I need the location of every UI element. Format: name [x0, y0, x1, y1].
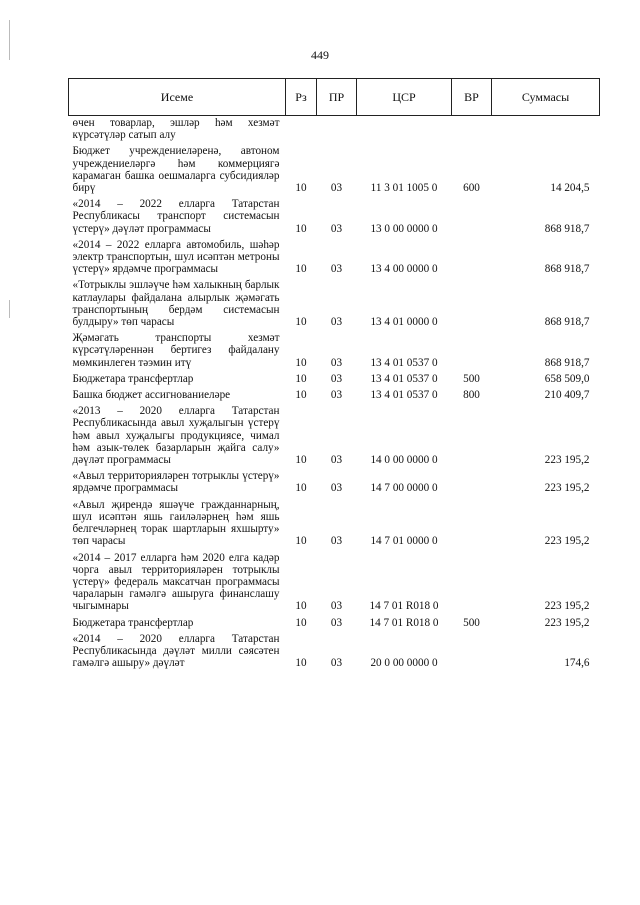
row-rz: 10: [295, 454, 307, 467]
row-vr: [452, 497, 492, 550]
row-rz: 10: [295, 222, 307, 235]
row-vr: [452, 631, 492, 672]
row-sum: [492, 116, 600, 144]
row-sum: 14 204,5: [550, 182, 590, 195]
row-csr: 14 7 00 0000 0: [370, 482, 438, 495]
row-sum: 658 509,0: [544, 372, 590, 385]
row-pr: 03: [330, 600, 343, 613]
row-vr: [452, 237, 492, 278]
table-row: [69, 196, 600, 237]
budget-table: [68, 78, 600, 671]
row-sum: 868 918,7: [544, 316, 590, 329]
row-name: Бюджетара трансфертлар: [72, 372, 194, 385]
row-name: Җәмәгать транспорты хезмәт күрсәтүләреннән бертигез файдалану мөмкинлеген тәэмин итү: [72, 332, 280, 369]
table-header: [69, 79, 600, 116]
row-name: «Тотрыклы эшләүче һәм халыкның барлык катлаулары файдалана алырлык җәмәгать транспортының бердәм системасын булдыру» төп чарасы: [72, 279, 280, 329]
table-row: [69, 468, 600, 496]
header-row: [69, 79, 600, 116]
row-vr: 500: [463, 372, 480, 385]
row-csr: 14 7 01 R018 0: [369, 600, 439, 613]
row-csr: 13 4 01 0000 0: [370, 316, 438, 329]
row-csr: [357, 116, 452, 144]
table-row: [69, 615, 600, 631]
row-sum: 223 195,2: [544, 535, 590, 548]
row-pr: 03: [330, 356, 343, 369]
header-sum: Суммасы: [492, 79, 600, 116]
row-sum: 223 195,2: [544, 616, 590, 629]
table-body: [69, 116, 600, 672]
row-vr: 500: [463, 616, 480, 629]
row-name: «2014 – 2022 елларга Татарстан Республикасы транспорт системасын үстерү» дәүләт программасы: [72, 198, 280, 235]
row-rz: 10: [295, 616, 307, 629]
table-row: [69, 237, 600, 278]
row-name: «2013 – 2020 елларга Татарстан Республикасында авыл хуҗалыгын үстерү һәм авыл хуҗалыгы продукциясе, чимал һәм азык-төлек базарларын җайга салу» дәүләт программасы: [72, 405, 280, 467]
row-pr: 03: [330, 182, 343, 195]
row-rz: 10: [295, 356, 307, 369]
row-vr: [452, 277, 492, 330]
row-vr: [452, 116, 492, 144]
row-name: Бюджет учреждениеләренә, автоном учреждениеләргә һәм коммерциягә карамаган башка оешмаларга субсидияләр бирү: [72, 145, 280, 195]
table-row: [69, 497, 600, 550]
row-vr: [452, 330, 492, 371]
row-pr: [317, 116, 357, 144]
row-rz: 10: [295, 263, 307, 276]
table-row: [69, 403, 600, 468]
row-sum: 868 918,7: [544, 222, 590, 235]
row-rz: 10: [295, 535, 307, 548]
row-csr: 14 7 01 R018 0: [369, 616, 439, 629]
row-rz: [286, 116, 317, 144]
table-row: [69, 371, 600, 387]
row-csr: 14 7 01 0000 0: [370, 535, 438, 548]
table-row: [69, 116, 600, 144]
row-pr: 03: [330, 263, 343, 276]
row-csr: 14 0 00 0000 0: [370, 454, 438, 467]
row-sum: 223 195,2: [544, 482, 590, 495]
row-rz: 10: [295, 389, 307, 402]
table-row: [69, 277, 600, 330]
header-name: Исеме: [69, 79, 286, 116]
scan-edge-mark: [9, 300, 10, 318]
row-name: Бюджетара трансфертлар: [72, 616, 194, 629]
row-name: «2014 – 2020 елларга Татарстан Республикасында дәүләт милли сәясәтен гамәлгә ашыру» дәүләт: [72, 632, 280, 670]
row-sum: 223 195,2: [544, 600, 590, 613]
row-pr: 03: [330, 222, 343, 235]
row-csr: 13 4 01 0537 0: [370, 356, 438, 369]
header-rz: Рз: [286, 79, 317, 116]
row-pr: 03: [330, 482, 343, 495]
row-sum: 223 195,2: [544, 454, 590, 467]
row-pr: 03: [330, 389, 343, 402]
row-csr: 13 0 00 0000 0: [370, 222, 438, 235]
row-vr: 600: [463, 182, 480, 195]
row-sum: 868 918,7: [544, 356, 590, 369]
row-rz: 10: [295, 372, 307, 385]
row-sum: 210 409,7: [544, 389, 590, 402]
header-vr: ВР: [452, 79, 492, 116]
row-pr: 03: [330, 616, 343, 629]
row-csr: 20 0 00 0000 0: [370, 657, 438, 670]
row-rz: 10: [295, 657, 307, 670]
row-vr: [452, 550, 492, 615]
table-row: [69, 550, 600, 615]
table-row: [69, 330, 600, 371]
row-vr: 800: [463, 389, 480, 402]
table-row: [69, 631, 600, 672]
table-row: [69, 387, 600, 403]
row-rz: 10: [295, 316, 307, 329]
row-pr: 03: [330, 372, 343, 385]
row-csr: 13 4 00 0000 0: [370, 263, 438, 276]
row-csr: 11 3 01 1005 0: [370, 182, 438, 195]
page-number: 449: [311, 48, 329, 62]
row-name: өчен товарлар, эшләр һәм хезмәт күрсәтүләр сатып алу: [72, 117, 280, 142]
row-rz: 10: [295, 182, 307, 195]
row-pr: 03: [330, 657, 343, 670]
row-pr: 03: [330, 316, 343, 329]
row-name: «Авыл территорияләрен тотрыклы үстерү» ярдәмче программасы: [72, 470, 280, 495]
row-pr: 03: [330, 454, 343, 467]
row-rz: 10: [295, 482, 307, 495]
row-rz: 10: [295, 600, 307, 613]
header-pr: ПР: [317, 79, 357, 116]
row-pr: 03: [330, 535, 343, 548]
row-csr: 13 4 01 0537 0: [370, 389, 438, 402]
table-row: [69, 143, 600, 196]
row-name: «Авыл җирендә яшәүче гражданнарның, шул исәптән яшь гаиләләрнең һәм яшь белгечләрнең торак шартларын яхшырту» төп чарасы: [72, 498, 280, 548]
row-vr: [452, 196, 492, 237]
row-name: Башка бюджет ассигнованиеләре: [72, 389, 231, 402]
row-name: «2014 – 2022 елларга автомобиль, шәһәр электр транспортын, шул исәптән метроны үстерү» ярдәмче программасы: [72, 238, 280, 276]
row-vr: [452, 468, 492, 496]
row-sum: 174,6: [564, 657, 590, 670]
header-csr: ЦСР: [357, 79, 452, 116]
row-vr: [452, 403, 492, 468]
row-sum: 868 918,7: [544, 263, 590, 276]
row-name: «2014 – 2017 елларга һәм 2020 елга кадәр чорга авыл территорияләрен тотрыклы үстерү» федераль максатчан программасы чараларын гамәлгә ашыруга финанслашу чыгымнары: [72, 551, 280, 613]
row-csr: 13 4 01 0537 0: [370, 372, 438, 385]
